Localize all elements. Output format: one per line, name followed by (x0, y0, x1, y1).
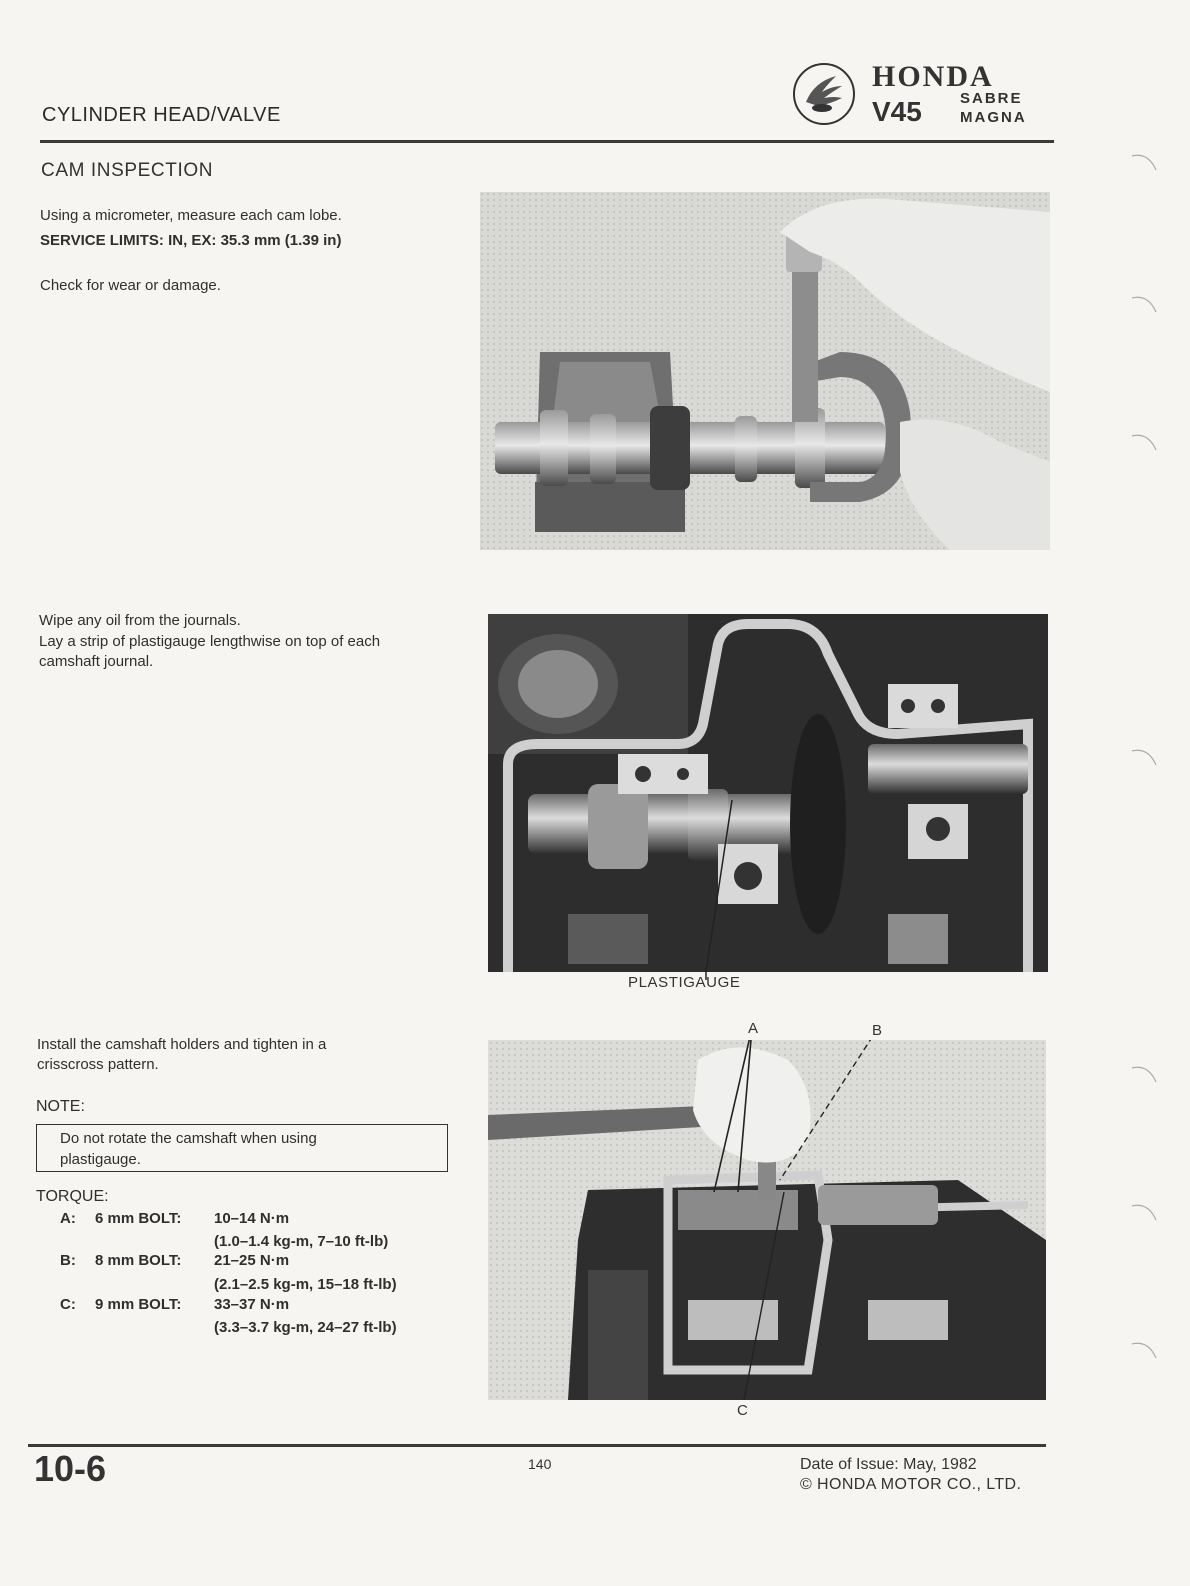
note-box (36, 1124, 448, 1172)
cam-inspection-step: Using a micrometer, measure each cam lobe. (40, 207, 342, 224)
thumb-tab-mark (1130, 292, 1160, 320)
header-rule (40, 140, 1054, 143)
brand-name: HONDA (872, 60, 994, 93)
callout-a: A (748, 1020, 759, 1037)
wipe-journals-step: Wipe any oil from the journals. (39, 612, 241, 629)
torque-detail-c: (3.3–3.7 kg-m, 24–27 ft-lb) (214, 1319, 397, 1336)
copyright: © HONDA MOTOR CO., LTD. (800, 1476, 1022, 1493)
service-limits: SERVICE LIMITS: IN, EX: 35.3 mm (1.39 in) (40, 232, 342, 249)
callout-c: C (737, 1402, 749, 1419)
cam-inspection-title: CAM INSPECTION (41, 160, 214, 181)
note-label: NOTE: (36, 1098, 85, 1115)
torque-bolt-b: 8 mm BOLT: (95, 1252, 182, 1269)
torque-bolt-a: 6 mm BOLT: (95, 1210, 182, 1227)
thumb-tab-mark (1130, 1338, 1160, 1366)
honda-wing-logo (792, 62, 856, 126)
torque-value-a: 10–14 N·m (214, 1210, 290, 1227)
cam-check-step: Check for wear or damage. (40, 277, 221, 294)
footer-rule (28, 1444, 1046, 1447)
model-variant-sabre: SABRE (960, 90, 1023, 107)
torque-key-b: B: (60, 1252, 76, 1269)
torque-label: TORQUE: (36, 1188, 109, 1205)
install-holders-step: Install the camshaft holders and tighten in a (37, 1036, 327, 1053)
torque-detail-b: (2.1–2.5 kg-m, 15–18 ft-lb) (214, 1276, 397, 1293)
page-number: 10-6 (34, 1448, 107, 1489)
plastigauge-caption: PLASTIGAUGE (628, 974, 741, 991)
thumb-tab-mark (1130, 1200, 1160, 1228)
lay-plastigauge-step: Lay a strip of plastigauge lengthwise on top of each (39, 633, 381, 650)
torque-value-c: 33–37 N·m (214, 1296, 290, 1313)
issue-date: Date of Issue: May, 1982 (800, 1456, 977, 1473)
torque-detail-a: (1.0–1.4 kg-m, 7–10 ft-lb) (214, 1233, 389, 1250)
callout-b: B (872, 1022, 883, 1039)
lay-plastigauge-step-cont: camshaft journal. (39, 653, 154, 670)
thumb-tab-mark (1130, 150, 1160, 178)
install-holders-step-cont: crisscross pattern. (37, 1056, 159, 1073)
torque-key-a: A: (60, 1210, 76, 1227)
plastigauge-camshaft-photo (488, 614, 1048, 972)
model-name: V45 (872, 96, 922, 127)
model-variant-magna: MAGNA (960, 109, 1027, 126)
section-title: CYLINDER HEAD/VALVE (42, 104, 281, 126)
torque-key-c: C: (60, 1296, 76, 1313)
pdf-page-number: 140 (528, 1456, 552, 1472)
torque-bolt-c: 9 mm BOLT: (95, 1296, 182, 1313)
thumb-tab-mark (1130, 1062, 1160, 1090)
note-text-cont: plastigauge. (60, 1151, 141, 1168)
thumb-tab-mark (1130, 430, 1160, 458)
torque-value-b: 21–25 N·m (214, 1252, 290, 1269)
note-text: Do not rotate the camshaft when using (60, 1130, 317, 1147)
micrometer-cam-photo (480, 192, 1050, 550)
thumb-tab-mark (1130, 745, 1160, 773)
torque-wrench-photo (488, 1040, 1046, 1400)
